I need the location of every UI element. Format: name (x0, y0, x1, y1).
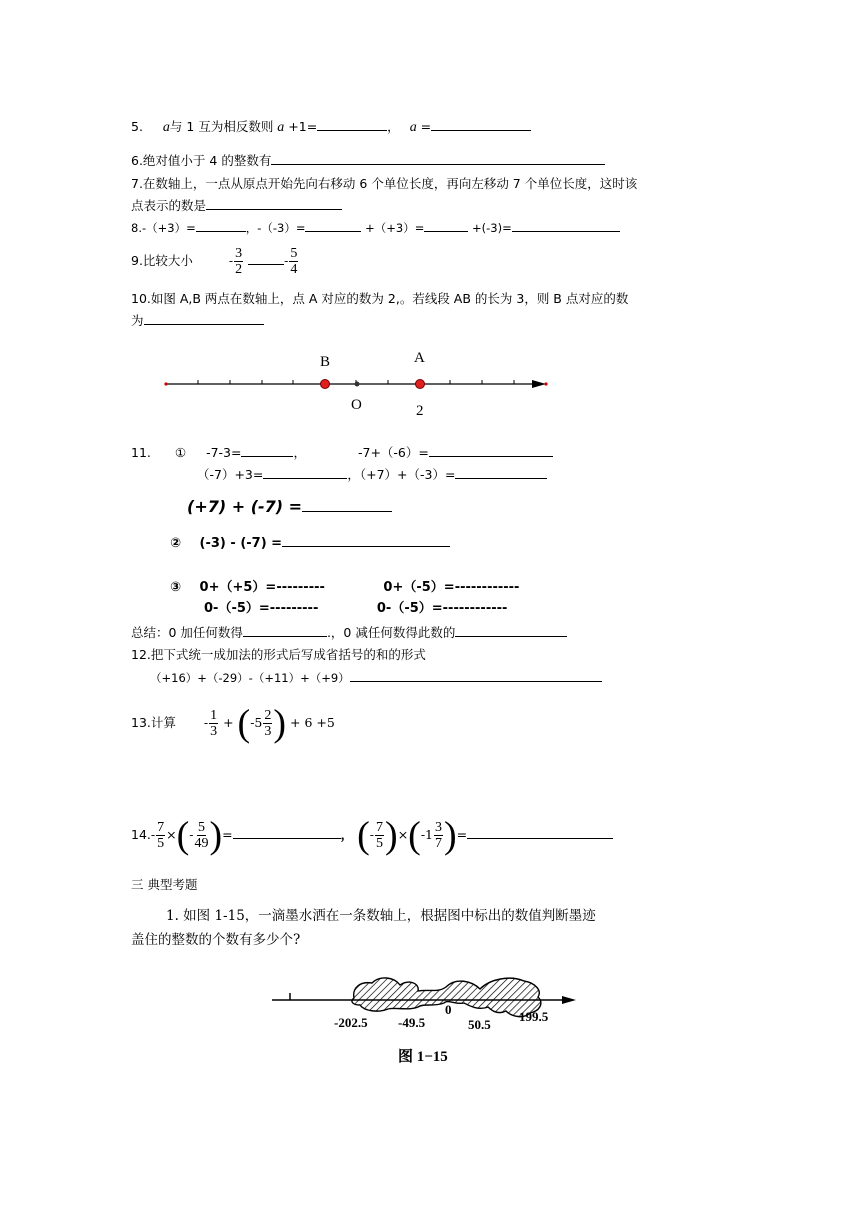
answer-blank[interactable] (467, 828, 613, 839)
answer-blank[interactable] (317, 120, 387, 131)
value-4: 50.5 (468, 1017, 491, 1032)
answer-blank[interactable] (271, 154, 605, 165)
point-B (321, 380, 330, 389)
arrow-head (562, 996, 576, 1004)
question-7-line2: 点表示的数是 (131, 198, 342, 214)
answer-blank[interactable] (248, 254, 284, 265)
answer-blank[interactable] (263, 468, 347, 479)
answer-blank[interactable] (431, 120, 531, 131)
fraction: $\frac{5}{49}$ (194, 820, 209, 851)
answer-blank[interactable] (455, 626, 567, 637)
question-10-line2: 为 (131, 313, 264, 329)
question-8: 8.-（+3）= ，-（-3）= +（+3）= +(-3)= (131, 220, 620, 236)
answer-blank[interactable] (350, 671, 602, 682)
question-11-row4: ② (-3) - (-7) = (170, 536, 450, 552)
value-1: -202.5 (334, 1015, 368, 1030)
question-12-line2: （+16）+（-29）-（+11）+（+9） (150, 670, 602, 686)
answer-blank[interactable] (196, 221, 246, 232)
label-O: O (351, 397, 362, 413)
question-9: 9.比较大小 - $\frac{3}{2}$ - $\frac{5}{4}$ (131, 246, 298, 277)
arrow-head (532, 380, 546, 388)
fraction: $\frac{3}{7}$ (435, 820, 443, 851)
answer-blank[interactable] (424, 221, 468, 232)
question-14: 14.- $\frac{7}{5}$ ×(- $\frac{5}{49}$ )= ， (- $\frac{7}{5}$ )×(-1 $\frac{3}{7}$ )= (131, 813, 613, 857)
question-13: 13.计算 - $\frac{1}{3}$ + (-5 $\frac{2}{3}$ ) + 6 +5 (131, 702, 335, 745)
point-A (416, 380, 425, 389)
answer-blank[interactable] (241, 446, 293, 457)
question-5: 5. a与 1 互为相反数则 a +1= ， a = (131, 119, 531, 136)
answer-blank[interactable] (282, 536, 450, 547)
question-7-line1: 7.在数轴上，一点从原点开始先向右移动 6 个单位长度，再向左移动 7 个单位长度，这时该 (131, 176, 638, 191)
axis-start-dot (164, 382, 167, 385)
question-12-line1: 12.把下式统一成加法的形式后写成省括号的和的形式 (131, 647, 426, 662)
answer-blank[interactable] (144, 314, 264, 325)
question-11-row6: 0-（-5）=--------- 0-（-5）=------------ (204, 601, 508, 616)
question-10-line1: 10.如图 A,B 两点在数轴上，点 A 对应的数为 2,。若线段 AB 的长为 3，则 B 点对应的数 (131, 291, 629, 306)
fraction: $\frac{1}{3}$ (210, 708, 218, 739)
answer-blank[interactable] (206, 199, 342, 210)
label-2: 2 (416, 403, 424, 419)
label-B: B (320, 354, 331, 370)
question-11-row5: ③ 0+（+5）=--------- 0+（-5）=------------ (170, 580, 520, 595)
answer-blank[interactable] (512, 221, 620, 232)
fraction: $\frac{5}{4}$ (290, 246, 298, 277)
answer-blank[interactable] (429, 446, 553, 457)
question-11-row3: (+7) + (-7) = (187, 499, 392, 515)
fraction: $\frac{3}{2}$ (235, 246, 243, 277)
number-line-figure (160, 345, 560, 425)
section-heading: 三 典型考题 (131, 877, 198, 892)
answer-blank[interactable] (305, 221, 361, 232)
figure-caption: 图 1−15 (398, 1049, 448, 1065)
fraction: $\frac{2}{3}$ (264, 708, 272, 739)
value-2: -49.5 (398, 1015, 426, 1030)
answer-blank[interactable] (455, 468, 547, 479)
value-3: 0 (445, 1002, 452, 1017)
typical-question-1-line2: 盖住的整数的个数有多少个? (131, 932, 301, 948)
question-11-row2: （-7）+3= ，（+7）+（-3）= (197, 467, 547, 483)
question-11-row1: 11. ① -7-3= ， -7+（-6）= (131, 445, 553, 461)
value-5: 199.5 (519, 1009, 549, 1024)
answer-blank[interactable] (302, 499, 392, 512)
answer-blank[interactable] (243, 626, 327, 637)
fraction: $\frac{7}{5}$ (157, 820, 165, 851)
point-origin (355, 382, 360, 387)
ink-blot-figure (268, 963, 588, 1073)
question-6: 6.绝对值小于 4 的整数有 (131, 153, 605, 169)
summary-line: 总结：0 加任何数得 .，0 减任何数得此数的 (131, 625, 567, 641)
axis-end-dot (544, 382, 547, 385)
typical-question-1-line1: 1. 如图 1-15，一滴墨水洒在一条数轴上，根据图中标出的数值判断墨迹 (166, 908, 596, 924)
answer-blank[interactable] (233, 828, 341, 839)
fraction: $\frac{7}{5}$ (376, 820, 384, 851)
label-A: A (414, 350, 425, 366)
